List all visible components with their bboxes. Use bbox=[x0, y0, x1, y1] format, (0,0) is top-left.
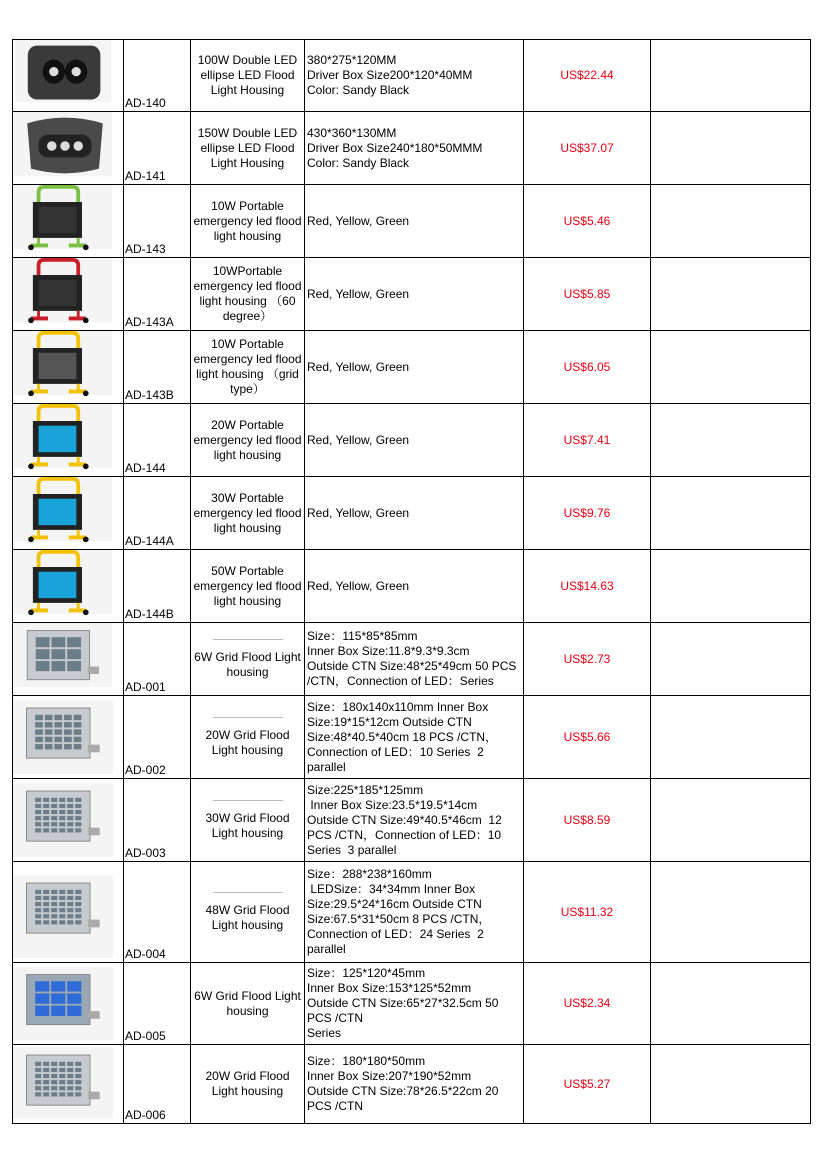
yellow-portable-30w-flood-light-image bbox=[13, 477, 123, 549]
product-name-cell bbox=[191, 40, 305, 112]
table-row bbox=[13, 862, 811, 963]
grid-flood-light-20w-image bbox=[13, 696, 123, 778]
product-code: AD-143A bbox=[124, 258, 191, 331]
product-spec-cell bbox=[305, 40, 524, 112]
product-spec-cell bbox=[305, 1045, 524, 1124]
product-price: US$8.59 bbox=[524, 779, 651, 862]
product-image-cell bbox=[13, 550, 124, 623]
product-code: AD-143 bbox=[124, 185, 191, 258]
product-name-cell bbox=[191, 112, 305, 185]
product-image-cell bbox=[13, 1045, 124, 1124]
table-row bbox=[13, 40, 811, 112]
spec-line: Red, Yellow, Green bbox=[307, 432, 410, 447]
product-name-cell bbox=[191, 862, 305, 963]
product-code: AD-144 bbox=[124, 404, 191, 477]
product-code: AD-141 bbox=[124, 112, 191, 185]
product-code: AD-143B bbox=[124, 331, 191, 404]
product-spec-cell bbox=[305, 404, 524, 477]
product-name: 20W Grid Flood Light housing bbox=[205, 1069, 290, 1098]
product-code: AD-144A bbox=[124, 477, 191, 550]
spec-line: Outside CTN Size:49*40.5*46cm 12 PCS /CTN，Connection of LED：10 Series 3 parallel bbox=[307, 812, 506, 857]
spec-line: Size：115*85*85mm bbox=[307, 629, 418, 643]
spec-line: Red, Yellow, Green bbox=[307, 578, 410, 593]
spec-line: Outside CTN Size:65*27*32.5cm 50 PCS /CTN bbox=[307, 996, 502, 1025]
product-name: 48W Grid Flood Light housing bbox=[205, 902, 290, 932]
decorative-dash bbox=[213, 892, 283, 897]
empty-cell bbox=[651, 477, 811, 550]
product-spec-cell bbox=[305, 550, 524, 623]
product-price: US$5.66 bbox=[524, 696, 651, 779]
product-name-cell bbox=[191, 331, 305, 404]
table-row bbox=[13, 258, 811, 331]
product-spec-cell bbox=[305, 185, 524, 258]
spec-line: 430*360*130MM bbox=[307, 125, 397, 140]
product-price: US$11.32 bbox=[524, 862, 651, 963]
product-image-cell bbox=[13, 477, 124, 550]
product-name: 30W Grid Flood Light housing bbox=[205, 810, 290, 840]
product-code: AD-004 bbox=[124, 862, 191, 963]
decorative-dash bbox=[213, 717, 283, 722]
empty-cell bbox=[651, 331, 811, 404]
product-price: US$5.27 bbox=[524, 1045, 651, 1124]
product-image-cell bbox=[13, 779, 124, 862]
product-name: 10W Portable emergency led flood light housing （grid type） bbox=[193, 337, 302, 396]
empty-cell bbox=[651, 185, 811, 258]
product-price: US$7.41 bbox=[524, 404, 651, 477]
spec-line: Driver Box Size240*180*50MMM bbox=[307, 140, 483, 155]
product-spec-cell bbox=[305, 779, 524, 862]
black-triple-led-flood-light-image bbox=[13, 112, 123, 184]
spec-line: Size：180*180*50mm bbox=[307, 1054, 426, 1068]
table-row bbox=[13, 1045, 811, 1124]
product-name-cell bbox=[191, 477, 305, 550]
spec-line: Inner Box Size:207*190*52mm bbox=[307, 1069, 472, 1083]
product-name: 30W Portable emergency led flood light housing bbox=[193, 490, 302, 535]
empty-cell bbox=[651, 112, 811, 185]
grid-flood-light-30w-image bbox=[13, 779, 123, 861]
price-list-body bbox=[13, 40, 811, 1124]
product-price: US$5.85 bbox=[524, 258, 651, 331]
table-row bbox=[13, 963, 811, 1045]
spec-line: Red, Yellow, Green bbox=[307, 359, 410, 374]
empty-cell bbox=[651, 258, 811, 331]
empty-cell bbox=[651, 963, 811, 1045]
product-image-cell bbox=[13, 404, 124, 477]
product-price: US$14.63 bbox=[524, 550, 651, 623]
product-spec-cell bbox=[305, 331, 524, 404]
product-price: US$37.07 bbox=[524, 112, 651, 185]
product-name: 10W Portable emergency led flood light housing bbox=[193, 198, 302, 243]
product-name-cell bbox=[191, 779, 305, 862]
product-spec-cell bbox=[305, 862, 524, 963]
decorative-dash bbox=[213, 800, 283, 805]
spec-line: Red, Yellow, Green bbox=[307, 505, 410, 520]
spec-line: Outside CTN Size:78*26.5*22cm 20 PCS /CTN bbox=[307, 1084, 502, 1113]
price-list-table bbox=[12, 39, 811, 1124]
product-image-cell bbox=[13, 185, 124, 258]
product-spec-cell bbox=[305, 477, 524, 550]
product-name: 10WPortable emergency led flood light housing （60 degree） bbox=[193, 264, 302, 323]
product-image-cell bbox=[13, 258, 124, 331]
table-row bbox=[13, 185, 811, 258]
table-row bbox=[13, 477, 811, 550]
spec-line: Size：125*120*45mm bbox=[307, 966, 426, 980]
product-spec-cell bbox=[305, 112, 524, 185]
product-code: AD-144B bbox=[124, 550, 191, 623]
grid-flood-light-20w-b-image bbox=[13, 1045, 123, 1123]
green-portable-flood-light-image bbox=[13, 185, 123, 257]
spec-line: Color: Sandy Black bbox=[307, 83, 410, 97]
table-row bbox=[13, 404, 811, 477]
spec-line: Size:225*185*125mm bbox=[307, 782, 424, 797]
spec-line: Red, Yellow, Green bbox=[307, 286, 410, 301]
table-row bbox=[13, 696, 811, 779]
grid-flood-light-48w-image bbox=[13, 862, 123, 962]
product-name-cell bbox=[191, 1045, 305, 1124]
blue-grid-flood-light-6w-image bbox=[13, 963, 123, 1044]
product-image-cell bbox=[13, 40, 124, 112]
product-code: AD-002 bbox=[124, 696, 191, 779]
product-image-cell bbox=[13, 331, 124, 404]
spec-line: 380*275*120MM bbox=[307, 53, 397, 67]
spec-line: Series bbox=[307, 1026, 342, 1040]
product-name: 20W Portable emergency led flood light housing bbox=[193, 417, 302, 462]
red-portable-flood-light-image bbox=[13, 258, 123, 330]
product-name-cell bbox=[191, 963, 305, 1045]
product-name: 6W Grid Flood Light housing bbox=[194, 988, 301, 1018]
product-name-cell bbox=[191, 623, 305, 696]
table-row bbox=[13, 112, 811, 185]
table-row bbox=[13, 623, 811, 696]
product-name: 100W Double LED ellipse LED Flood Light Housing bbox=[197, 53, 298, 97]
table-row bbox=[13, 331, 811, 404]
spec-line: Size：180x140x110mm Inner Box Size:19*15*12cm Outside CTN Size:48*40.5*40cm 18 PCS /CTN，Connection of LED：10 Series 2 parallel bbox=[307, 699, 498, 774]
spec-line: Inner Box Size:11.8*9.3*9.3cm bbox=[307, 644, 470, 658]
table-row bbox=[13, 550, 811, 623]
empty-cell bbox=[651, 696, 811, 779]
product-spec-cell bbox=[305, 963, 524, 1045]
spec-line: Inner Box Size:153*125*52mm bbox=[307, 981, 472, 995]
product-name: 50W Portable emergency led flood light housing bbox=[193, 563, 302, 608]
decorative-dash bbox=[213, 639, 283, 644]
product-price: US$2.34 bbox=[524, 963, 651, 1045]
product-name-cell bbox=[191, 550, 305, 623]
product-price: US$5.46 bbox=[524, 185, 651, 258]
product-name-cell bbox=[191, 404, 305, 477]
product-image-cell bbox=[13, 623, 124, 696]
product-code: AD-140 bbox=[124, 40, 191, 112]
empty-cell bbox=[651, 779, 811, 862]
product-name-cell bbox=[191, 185, 305, 258]
product-price: US$6.05 bbox=[524, 331, 651, 404]
product-price: US$22.44 bbox=[524, 40, 651, 112]
product-code: AD-006 bbox=[124, 1045, 191, 1124]
empty-cell bbox=[651, 40, 811, 112]
product-price: US$9.76 bbox=[524, 477, 651, 550]
empty-cell bbox=[651, 404, 811, 477]
spec-line: Red, Yellow, Green bbox=[307, 213, 410, 228]
product-name-cell bbox=[191, 258, 305, 331]
spec-line: Inner Box Size:23.5*19.5*14cm bbox=[307, 797, 478, 812]
spec-line: LEDSize：34*34mm Inner Box Size:29.5*24*16cm Outside CTN Size:67.5*31*50cm 8 PCS /CTN，Connection of LED：24 Series 2 parallel bbox=[307, 882, 491, 956]
product-spec-cell bbox=[305, 623, 524, 696]
spec-line: Color: Sandy Black bbox=[307, 155, 410, 170]
empty-cell bbox=[651, 623, 811, 696]
product-image-cell bbox=[13, 862, 124, 963]
product-name: 6W Grid Flood Light housing bbox=[194, 649, 301, 679]
product-code: AD-003 bbox=[124, 779, 191, 862]
product-image-cell bbox=[13, 963, 124, 1045]
yellow-grid-portable-flood-light-image bbox=[13, 331, 123, 403]
product-name: 150W Double LED ellipse LED Flood Light Housing bbox=[197, 125, 298, 170]
spec-line: Outside CTN Size:48*25*49cm 50 PCS /CTN，Connection of LED：Series bbox=[307, 659, 520, 688]
yellow-portable-50w-flood-light-image bbox=[13, 550, 123, 622]
product-name-cell bbox=[191, 696, 305, 779]
black-double-led-flood-light-image bbox=[13, 40, 123, 111]
grid-flood-light-6w-image bbox=[13, 623, 123, 695]
product-code: AD-005 bbox=[124, 963, 191, 1045]
empty-cell bbox=[651, 1045, 811, 1124]
spec-line: Driver Box Size200*120*40MM bbox=[307, 68, 473, 82]
table-row bbox=[13, 779, 811, 862]
product-spec-cell bbox=[305, 258, 524, 331]
empty-cell bbox=[651, 550, 811, 623]
product-code: AD-001 bbox=[124, 623, 191, 696]
product-image-cell bbox=[13, 112, 124, 185]
product-price: US$2.73 bbox=[524, 623, 651, 696]
empty-cell bbox=[651, 862, 811, 963]
yellow-portable-20w-flood-light-image bbox=[13, 404, 123, 476]
spec-line: Size：288*238*160mm bbox=[307, 867, 432, 881]
product-spec-cell bbox=[305, 696, 524, 779]
product-name: 20W Grid Flood Light housing bbox=[205, 727, 290, 757]
product-image-cell bbox=[13, 696, 124, 779]
